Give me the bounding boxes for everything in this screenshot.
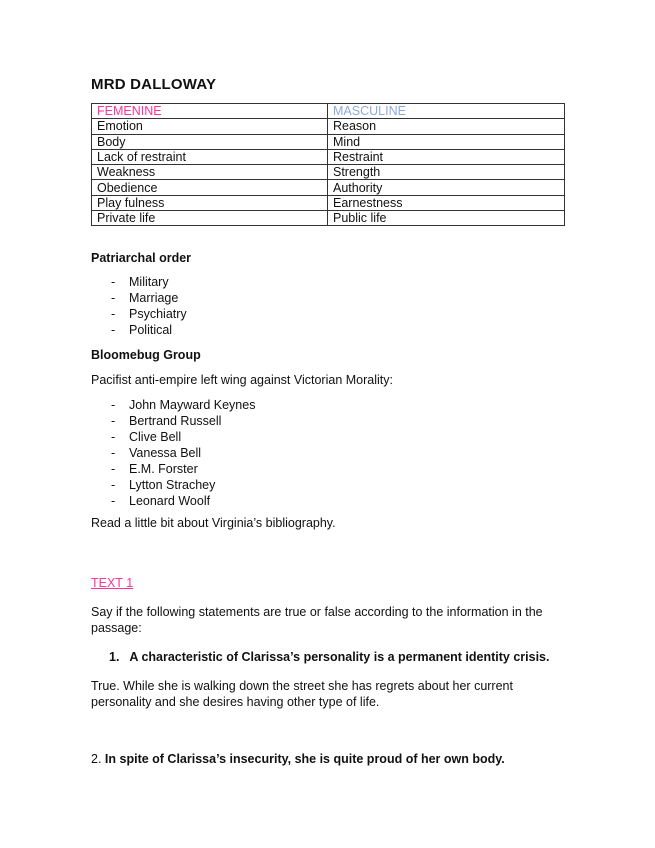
question-1-number: 1.	[109, 650, 120, 664]
list-item: - Bertrand Russell	[91, 413, 255, 429]
table-row	[92, 119, 565, 134]
header-feminine: FEMENINE	[92, 104, 328, 119]
question-2-text: In spite of Clarissa’s insecurity, she is quite proud of her own body.	[104, 752, 505, 766]
table-cell: Weakness	[92, 165, 328, 180]
list-item: - Clive Bell	[91, 429, 255, 445]
patriarchal-list	[91, 274, 187, 338]
table-cell: Lack of restraint	[92, 149, 328, 164]
list-item: - Psychiatry	[91, 306, 187, 322]
instructions: Say if the following statements are true or false according to the information in the passage:	[91, 605, 543, 635]
list-item: - Vanessa Bell	[91, 445, 255, 461]
feminine-masculine-table	[91, 103, 565, 226]
table-row	[92, 149, 565, 164]
table-cell: Body	[92, 134, 328, 149]
table-cell: Public life	[328, 211, 565, 226]
patriarchal-heading: Patriarchal order	[91, 251, 192, 265]
table-cell: Play fulness	[92, 195, 328, 210]
list-item: - Military	[91, 274, 187, 290]
table-row	[92, 180, 565, 195]
table-cell: Mind	[328, 134, 565, 149]
read-note: Read a little bit about Virginia’s bibliography.	[91, 516, 336, 530]
table-row	[92, 134, 565, 149]
table-row	[92, 165, 565, 180]
table-cell: Restraint	[328, 149, 565, 164]
table-cell: Obedience	[92, 180, 328, 195]
document-title: MRD DALLOWAY	[91, 76, 217, 93]
question-1	[109, 650, 549, 664]
table-cell: Earnestness	[328, 195, 565, 210]
table-cell: Strength	[328, 165, 565, 180]
list-item: - John Mayward Keynes	[91, 397, 255, 413]
question-2	[91, 752, 505, 766]
header-masculine: MASCULINE	[328, 104, 565, 119]
list-item: - E.M. Forster	[91, 461, 255, 477]
table-cell: Emotion	[92, 119, 328, 134]
table-cell: Reason	[328, 119, 565, 134]
text1-link[interactable]: TEXT 1	[91, 576, 134, 590]
list-item: - Marriage	[91, 290, 187, 306]
question-1-answer: True. While she is walking down the street she has regrets about her current personality and she desires having other type of life.	[91, 679, 513, 709]
list-item: - Leonard Woolf	[91, 493, 255, 509]
table-cell: Authority	[328, 180, 565, 195]
bloomsbury-heading: Bloomebug Group	[91, 348, 201, 362]
bloomsbury-intro: Pacifist anti-empire left wing against Victorian Morality:	[91, 373, 393, 387]
table-cell: Private life	[92, 211, 328, 226]
list-item: - Political	[91, 322, 187, 338]
table-row	[92, 211, 565, 226]
bloomsbury-list	[91, 397, 255, 509]
table-row	[92, 195, 565, 210]
table-header-row	[92, 104, 565, 119]
list-item: - Lytton Strachey	[91, 477, 255, 493]
question-2-number: 2.	[91, 752, 102, 766]
question-1-text: A characteristic of Clarissa’s personality is a permanent identity crisis.	[129, 650, 550, 664]
